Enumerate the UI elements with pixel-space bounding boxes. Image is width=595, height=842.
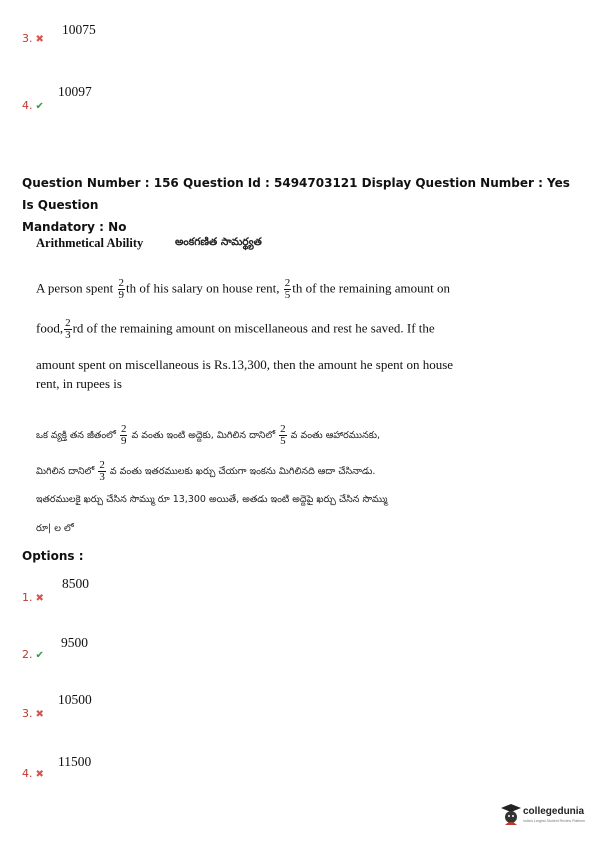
prev-option-3 [22,27,44,46]
denominator: 5 [280,435,286,447]
question-en-line3: amount spent on miscellaneous is Rs.13,300, then the amount he spent on house [36,357,454,372]
text-segment: th of his salary on house rent, [126,280,280,296]
question-en-line2 [36,318,435,341]
section-title-english: Arithmetical Ability [36,236,144,250]
cross-icon: ✖ [35,709,44,720]
question-en-line1 [36,278,450,301]
denominator: 9 [120,435,127,447]
text-segment: వ వంతు ఇంటి అద్దెకు, మిగిలిన దానిలో [131,430,276,441]
question-header-line1: Question Number : 156 Question Id : 5494703121 Display Question Number : Yes Is Question [22,176,570,212]
fraction-2-3 [98,460,106,483]
question-te-line1 [36,424,380,447]
options-label: Options : [22,549,84,563]
check-icon: ✔ [35,101,44,112]
denominator: 3 [65,329,71,341]
text-segment: మిగిలిన దానిలో [36,466,95,477]
question-header [22,172,582,238]
check-icon: ✔ [35,650,44,661]
question-te-line3: ఇతరములకై ఖర్చు చేసిన సొమ్ము రూ 13,300 అయితే, అతడు ఇంటి అద్దెపై ఖర్చు చేసిన సొమ్ము [36,494,388,505]
numerator: 2 [99,459,105,471]
option-3-value: 10500 [58,692,92,707]
prev-option-3-value: 10075 [62,22,96,37]
fraction-2-9 [120,424,128,447]
denominator: 3 [99,471,105,483]
collegedunia-logo [500,803,590,829]
text-segment: th of the remaining amount on [292,280,451,296]
cross-icon: ✖ [35,34,44,45]
option-1-value: 8500 [62,576,89,591]
fraction-2-5 [284,278,292,301]
option-4-value: 11500 [58,754,92,769]
option-4 [22,762,44,781]
option-3 [22,702,44,721]
logo-name: collegedunia [523,806,585,817]
numerator: 2 [118,277,125,289]
text-segment: rd of the remaining amount on miscellaneous and rest he saved. If the [72,320,435,336]
question-te-line2 [36,460,375,483]
question-te-line4: రూ| ల లో [36,523,74,534]
option-number: 2. [22,648,33,661]
question-en-line4: rent, in rupees is [36,376,122,391]
text-segment: వ వంతు ఇతరములకు ఖర్చు చేయగా ఇంకను మిగిలినది ఆదా చేసినాడు. [109,466,376,477]
cross-icon: ✖ [35,769,44,780]
numerator: 2 [284,277,291,289]
option-2 [22,643,44,662]
cross-icon: ✖ [35,593,44,604]
graduate-icon [500,803,522,827]
denominator: 5 [284,289,291,301]
fraction-2-9 [118,278,126,301]
option-number: 3. [22,32,33,45]
question-header-line2: Mandatory : No [22,220,127,234]
prev-option-4 [22,94,44,113]
numerator: 2 [65,317,71,329]
logo-tagline: India's Largest Student Review Platform [523,819,586,823]
text-segment: A person spent [36,280,114,296]
numerator: 2 [280,423,286,435]
text-segment: food, [36,320,64,336]
text-segment: వ వంతు ఆహారమునకు, [290,430,381,441]
option-number: 3. [22,707,33,720]
fraction-2-3 [64,318,72,341]
option-number: 1. [22,591,33,604]
option-2-value: 9500 [61,635,88,650]
section-title-telugu: అంకగణిత సామర్థ్యత [175,236,262,248]
option-1 [22,586,44,605]
fraction-2-5 [279,424,287,447]
denominator: 9 [118,289,125,301]
option-number: 4. [22,99,33,112]
prev-option-4-value: 10097 [58,84,92,99]
option-number: 4. [22,767,33,780]
text-segment: ఒక వ్యక్తి తన జీతంలో [36,430,116,441]
numerator: 2 [120,423,127,435]
